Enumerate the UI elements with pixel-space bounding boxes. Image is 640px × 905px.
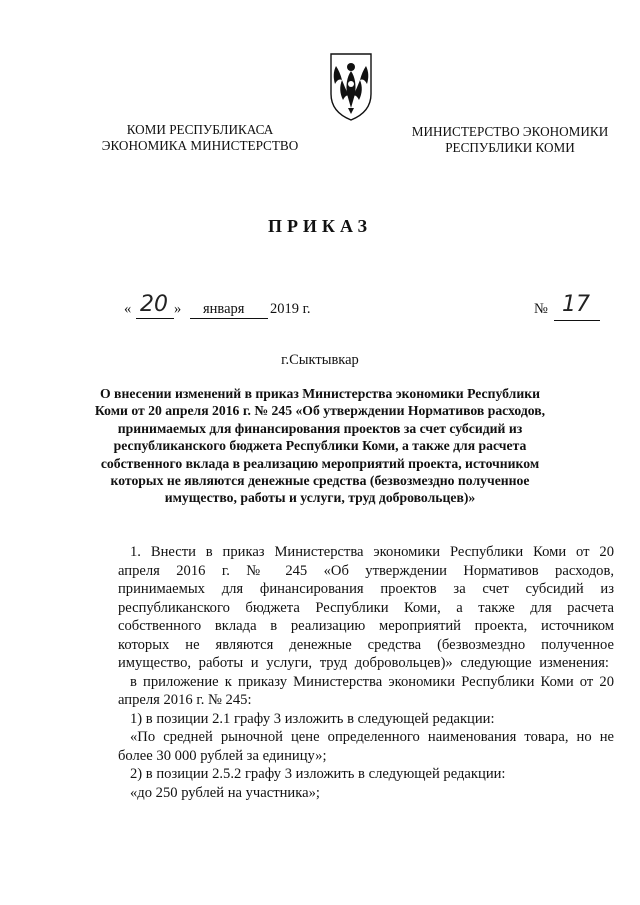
header-right-line2: РЕСПУБЛИКИ КОМИ xyxy=(445,140,575,155)
ministry-header-komi xyxy=(90,122,310,154)
body-paragraph-5: 2) в позиции 2.5.2 графу 3 изложить в следующей редакции: xyxy=(130,766,506,782)
date-close-quote: » xyxy=(174,301,182,317)
document-number: 17 xyxy=(562,292,590,317)
body-paragraph-2: в приложение к приказу Министерства экономики Республики Коми от 20 апреля 2016 г. № 245: xyxy=(118,673,614,708)
ministry-header-russian xyxy=(395,124,625,156)
date-open-quote: « xyxy=(124,301,132,317)
body-paragraph-3: 1) в позиции 2.1 графу 3 изложить в следующей редакции: xyxy=(130,710,495,727)
date-line xyxy=(124,292,604,326)
month-underline xyxy=(190,318,268,319)
document-title: ПРИКАЗ xyxy=(267,216,373,236)
day-underline xyxy=(136,318,174,319)
date-month: января xyxy=(203,301,245,317)
document-subject: О внесении изменений в приказ Министерства экономики Республики Коми от 20 апреля 2016 г. № 245 «Об утверждении Нормативов расходов, принимаемых для финансирования проектов за счет субсидий из республиканского бюджета Республики Коми, а также для расчета собственного вклада в реализацию мероприятий проекта, источником которых не являются денежные средства (безвозмездно полученное имущество, работы и услуги, труд добровольцев)» xyxy=(94,386,546,506)
header-right-line1: МИНИСТЕРСТВО ЭКОНОМИКИ xyxy=(411,124,609,139)
body-paragraph-4: «По средней рыночной цене определенного наименования товара, но не более 30 000 рублей за единицу»; xyxy=(118,729,614,764)
body-paragraph-6: «до 250 рублей на участника»; xyxy=(130,784,320,801)
komi-coat-of-arms-icon xyxy=(328,50,374,122)
number-underline xyxy=(554,320,600,321)
header-left-line2: ЭКОНОМИКА МИНИСТЕРСТВО xyxy=(101,138,299,153)
date-day: 20 xyxy=(140,292,168,317)
date-year: 2019 г. xyxy=(270,301,311,317)
header-left-line1: КОМИ РЕСПУБЛИКАСА xyxy=(126,122,274,137)
number-label: № xyxy=(534,301,548,317)
body-paragraph-1: 1. Внести в приказ Министерства экономики Республики Коми от 20 апреля 2016 г. № 245 «Об утверждении Нормативов расходов, принимаемых для финансирования проектов за счет субсидий из республиканского бюджета Республики Коми, а также для расчета собственного вклада в реализацию мероприятий проекта, источником которых не являются денежные средства (безвозмездно полученное имущество, работы и услуги, труд добровольцев)» следующие изменения: xyxy=(118,544,614,671)
document-body xyxy=(118,543,614,802)
city-name: г.Сыктывкар xyxy=(281,352,359,368)
